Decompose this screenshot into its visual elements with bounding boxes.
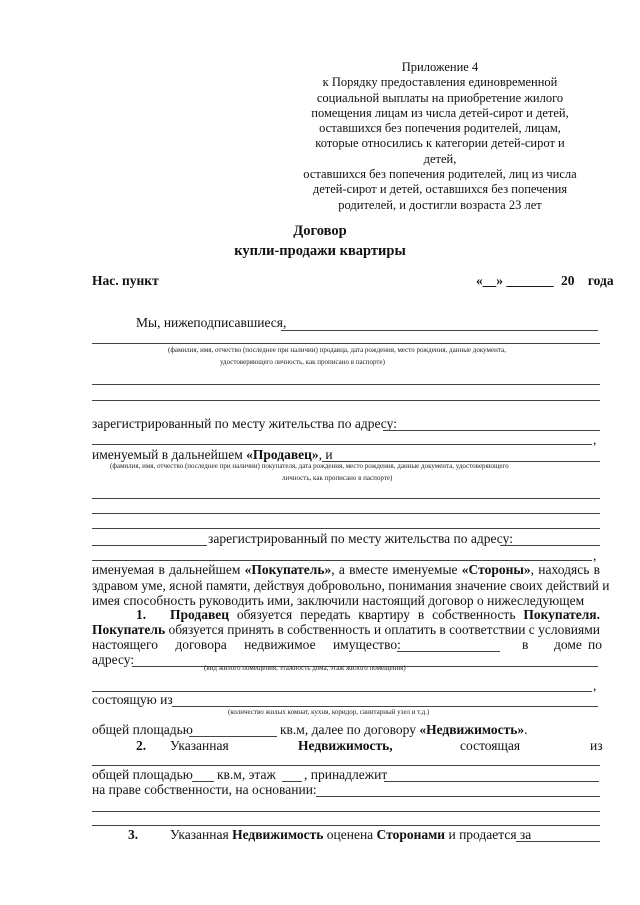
buyer-paragraph: имея способность руководить ими, заключили настоящий договор о нижеследующем	[92, 593, 585, 608]
year-word: года	[587, 273, 614, 288]
appendix-line: помещения лицам из числа детей-сирот и детей,	[311, 105, 569, 120]
clause1-area	[92, 722, 528, 738]
basis-line[interactable]	[316, 796, 600, 797]
basis-line[interactable]	[92, 811, 600, 812]
area-suffix: кв.м, этаж	[217, 767, 276, 782]
appendix-line: родителей, и достигли возраста 23 лет	[338, 197, 542, 212]
appendix-line: детей-сирот и детей, оставшихся без попечения	[312, 182, 568, 197]
clause2-line[interactable]	[92, 765, 600, 766]
clause1-text: доме	[554, 637, 582, 652]
buyer-hint: (фамилия, имя, отчество (последнее при наличии) покупателя, дата рождения, место рождения, данные документа, удостоверяющего	[110, 462, 509, 470]
clause1-text: Продавец обязуется передать квартиру в собственность Покупателя.	[170, 607, 600, 622]
clause1-text: Покупатель обязуется принять в собственность и оплатить в соответствии с условиями	[92, 622, 600, 637]
buyer-line[interactable]	[92, 498, 600, 499]
seller-named: именуемый в дальнейшем «Продавец», и	[92, 447, 333, 462]
clause2-word: из	[590, 738, 603, 753]
clause2-word: состоящая	[460, 738, 521, 753]
seller-hint: (фамилия, имя, отчество (последнее при наличии) продавца, дата рождения, место рождения, данные документа,	[168, 346, 506, 354]
clause-number: 3.	[128, 827, 139, 842]
comma: ,	[593, 432, 597, 447]
clause1-text: по	[588, 637, 602, 652]
object-hint: (вид жилого помещения, этажность дома, этаж жилого помещения)	[204, 664, 406, 672]
clause3-part: Указанная	[170, 827, 229, 842]
seller-hint: удостоверяющего личность, как прописано в паспорте)	[220, 358, 385, 366]
clause1-line3	[92, 637, 600, 653]
buyer-registered-label: зарегистрированный по месту жительства по адресу:	[208, 531, 513, 546]
clause2-word: Недвижимость,	[298, 738, 393, 753]
buyer-line[interactable]	[92, 513, 600, 514]
clause3-part: Сторонами	[376, 827, 446, 842]
seller-line[interactable]	[92, 343, 600, 344]
seller-named-text	[92, 447, 333, 463]
seller-name-line[interactable]	[281, 330, 598, 331]
area-blank[interactable]	[189, 736, 277, 737]
clause2-area	[92, 767, 388, 783]
buyer-paragraph: здравом уме, ясной памяти, действуя добровольно, понимания значение своих действий и	[92, 578, 610, 593]
clause2-word: Указанная	[170, 738, 229, 753]
clause-number: 2.	[136, 738, 147, 753]
date-field[interactable]	[476, 273, 614, 289]
clause-number: 1.	[136, 607, 147, 622]
basis-line[interactable]	[92, 825, 600, 826]
seller-line[interactable]	[92, 400, 600, 401]
buyer-hint: личность, как прописано в паспорте)	[282, 474, 393, 482]
clause3-text	[170, 827, 531, 843]
area-suffix: кв.м, далее по договору «Недвижимость».	[280, 722, 528, 737]
buyer-line[interactable]	[92, 528, 600, 529]
clause1-text: адресу:	[92, 652, 135, 667]
doc-title: Договор	[293, 223, 347, 239]
clause3-part: Недвижимость	[232, 827, 324, 842]
owner-label: , принадлежит	[304, 767, 388, 782]
doc-subtitle: купли-продажи квартиры	[234, 243, 406, 259]
comma: ,	[593, 678, 597, 693]
appendix-block	[300, 60, 580, 213]
seller-address-line[interactable]	[92, 444, 592, 445]
appendix-line: которые относились к категории детей-сирот и детей,	[315, 136, 565, 166]
seller-line[interactable]	[92, 384, 600, 385]
date-month: _______	[506, 273, 554, 288]
appendix-line: Приложение 4	[401, 60, 479, 74]
clause3-part: оценена	[326, 827, 374, 842]
consists-label: состоящую из	[92, 692, 173, 707]
appendix-line: к Порядку предоставления единовременной	[322, 75, 558, 90]
clause3-part: и продается за	[448, 827, 532, 842]
buyer-line[interactable]	[92, 545, 207, 546]
price-blank[interactable]	[516, 841, 600, 842]
date-day: «__»	[476, 273, 503, 288]
area-label: общей площадью	[92, 767, 193, 782]
seller-address-line[interactable]	[383, 430, 600, 431]
buyer-address-line[interactable]	[500, 545, 600, 546]
clause1-text: настоящего договора недвижимое имущество:	[92, 637, 401, 652]
appendix-line: социальной выплаты на приобретение жилого	[316, 90, 564, 105]
buyer-paragraph: именуемая в дальнейшем «Покупатель», а вместе именуемые «Стороны», находясь в	[92, 562, 600, 577]
place-label: Нас. пункт	[92, 273, 159, 288]
rooms-hint: (количество жилых комнат, кухня, коридор, санитарный узел и т.д.)	[228, 708, 430, 716]
basis-label: на праве собственности, на основании:	[92, 782, 317, 797]
appendix-line: оставшихся без попечения родителей, лиц из числа	[303, 167, 577, 182]
property-blank[interactable]	[397, 651, 500, 652]
buyer-address-line[interactable]	[92, 560, 592, 561]
rooms-line[interactable]	[172, 706, 598, 707]
clause1-text: в	[522, 637, 529, 652]
year-prefix: 20	[561, 273, 575, 288]
owner-blank[interactable]	[384, 781, 599, 782]
comma: ,	[593, 548, 597, 563]
intro-text: Мы, нижеподписавшиеся,	[136, 315, 287, 330]
appendix-line: оставшихся без попечения родителей, лицам,	[319, 121, 561, 136]
seller-registered-label: зарегистрированный по месту жительства по адресу:	[92, 416, 397, 431]
area-label: общей площадью	[92, 722, 193, 737]
